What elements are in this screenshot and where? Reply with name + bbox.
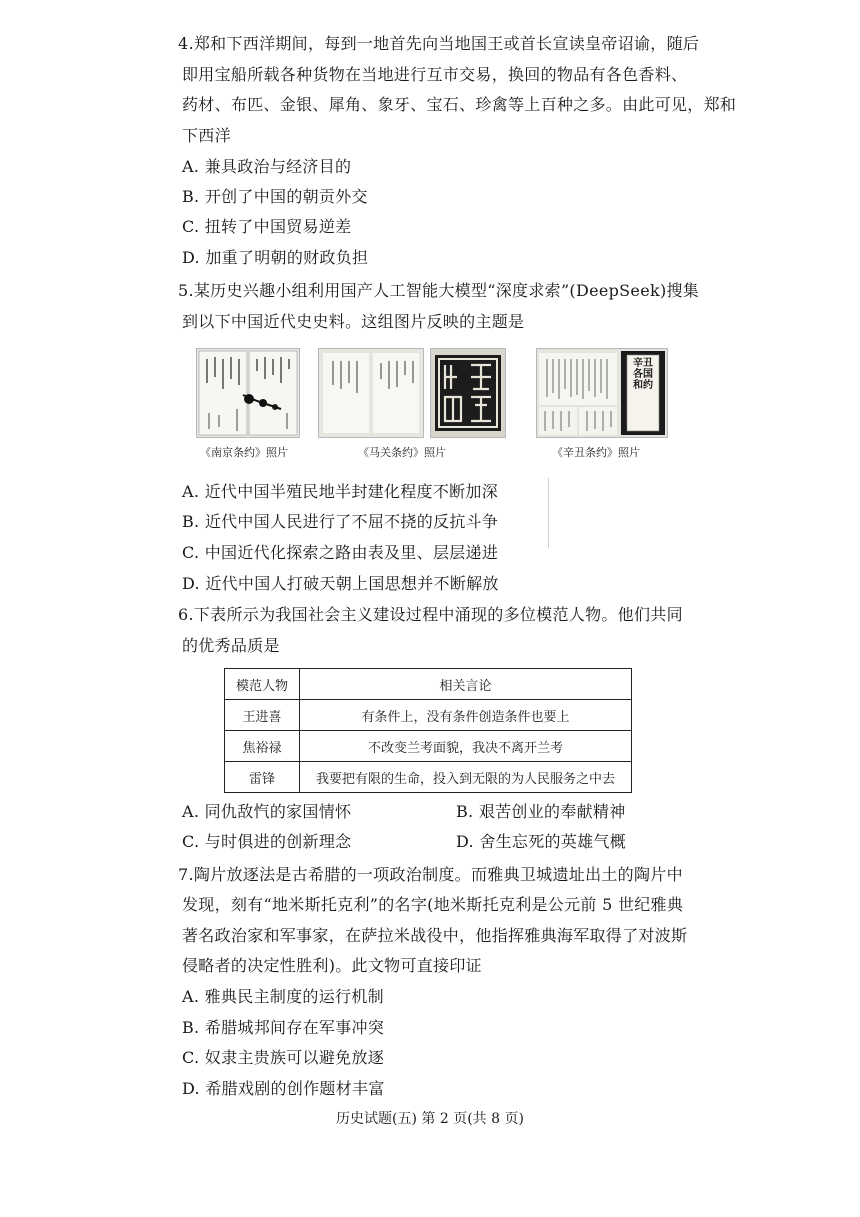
maguan-treaty-seal-photo [430,348,506,438]
q7-stem-line-2: 发现，刻有“地米斯托克利”的名字(地米斯托克利是公元前 5 世纪雅典 [182,895,684,914]
table-cell-quote: 我要把有限的生命，投入到无限的为人民服务之中去 [300,762,632,793]
q7-stem-line-4: 侵略者的决定性胜利)。此文物可直接印证 [182,956,482,975]
table-header-quote: 相关言论 [300,669,632,700]
q4-stem-line-3: 药材、布匹、金银、犀角、象牙、宝石、珍禽等上百种之多。由此可见，郑和 [182,95,737,114]
q5-option-d: D. 近代中国人打破天朝上国思想并不断解放 [182,574,499,593]
q6-option-a: A. 同仇敌忾的家国情怀 [182,802,352,821]
q5-option-b: B. 近代中国人民进行了不屈不挠的反抗斗争 [182,512,499,531]
maguan-treaty-document-photo [318,348,424,438]
q7-option-a: A. 雅典民主制度的运行机制 [182,987,384,1006]
q4-option-d: D. 加重了明朝的财政负担 [182,248,369,267]
q6-option-d: D. 舍生忘死的英雄气概 [456,832,627,851]
q6-stem-line-1: 6.下表所示为我国社会主义建设过程中涌现的多位模范人物。他们共同 [178,605,683,624]
q4-option-c: C. 扭转了中国贸易逆差 [182,217,352,236]
q5-stem-line-2: 到以下中国近代史史料。这组图片反映的主题是 [182,312,525,331]
q7-option-d: D. 希腊戏剧的创作题材丰富 [182,1079,385,1098]
q6-option-b: B. 艰苦创业的奉献精神 [456,802,626,821]
table-row [225,731,632,762]
q5-option-c: C. 中国近代化探索之路由表及里、层层递进 [182,543,499,562]
q5-option-a: A. 近代中国半殖民地半封建化程度不断加深 [182,482,499,501]
q6-stem-line-2: 的优秀品质是 [182,636,280,655]
q4-option-a: A. 兼具政治与经济目的 [182,157,352,176]
page-footer: 历史试题(五) 第 2 页(共 8 页) [336,1111,524,1127]
q7-stem-line-3: 著名政治家和军事家，在萨拉米战役中，他指挥雅典海军取得了对波斯 [182,926,688,945]
table-cell-person: 王进喜 [225,700,300,731]
q4-stem-line-1: 4.郑和下西洋期间，每到一地首先向当地国王或首长宣读皇帝诏谕，随后 [178,34,700,53]
xinchou-cover-label: 辛丑各国和约 [633,358,653,391]
table-header-row [225,669,632,700]
table-row [225,762,632,793]
q4-stem-line-4: 下西洋 [182,126,231,145]
table-cell-person: 雷锋 [225,762,300,793]
q4-stem-line-2: 即用宝船所载各种货物在当地进行互市交易，换回的物品有各色香料、 [182,65,688,84]
q7-stem-line-1: 7.陶片放逐法是古希腊的一项政治制度。而雅典卫城遗址出土的陶片中 [178,865,683,884]
maguan-treaty-caption: 《马关条约》照片 [358,446,446,459]
table-header-person: 模范人物 [225,669,300,700]
table-cell-person: 焦裕禄 [225,731,300,762]
q6-option-c: C. 与时俱进的创新理念 [182,832,352,851]
table-cell-quote: 有条件上，没有条件创造条件也要上 [300,700,632,731]
xinchou-treaty-photo [536,348,668,438]
q5-stem-line-1: 5.某历史兴趣小组利用国产人工智能大模型“深度求索”(DeepSeek)搜集 [178,281,700,300]
nanjing-treaty-photo [196,348,300,438]
xinchou-treaty-caption: 《辛丑条约》照片 [552,446,640,459]
nanjing-treaty-caption: 《南京条约》照片 [200,446,288,459]
q7-option-c: C. 奴隶主贵族可以避免放逐 [182,1048,385,1067]
model-figures-table [224,668,632,793]
table-cell-quote: 不改变兰考面貌，我决不离开兰考 [300,731,632,762]
q7-option-b: B. 希腊城邦间存在军事冲突 [182,1018,385,1037]
q4-option-b: B. 开创了中国的朝贡外交 [182,187,368,206]
scan-artifact-line [548,478,549,548]
table-row [225,700,632,731]
